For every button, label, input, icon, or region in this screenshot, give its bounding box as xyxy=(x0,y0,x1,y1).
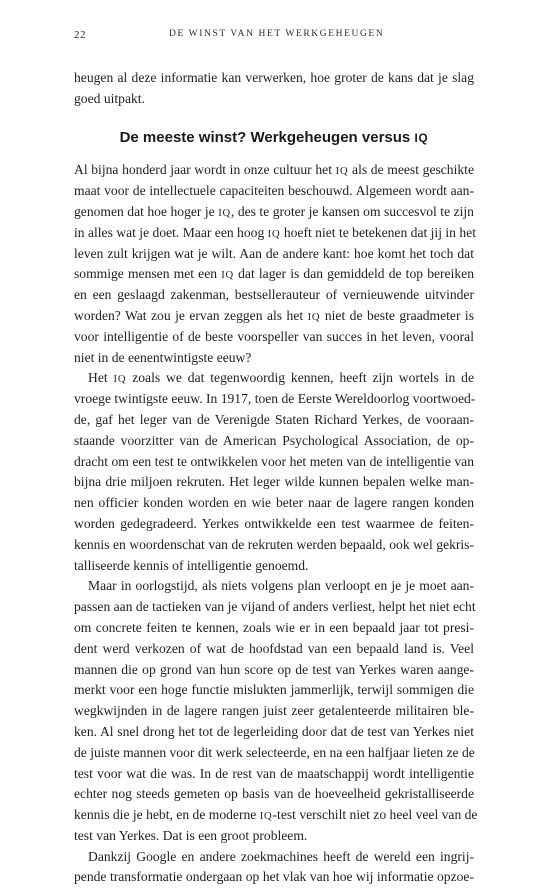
text-line: voor intelligentie of de beste voorspeller van succes in het leven, vooral xyxy=(74,328,474,344)
text-line: passen aan de tactieken van je vijand of anders verliest, helpt het niet echt xyxy=(74,599,476,615)
text-line: dracht om een test te ontwikkelen voor het meten van de intelligentie van xyxy=(74,453,474,469)
text-line: test voor wat die was. In de rest van de maatschappij wordt intelligentie xyxy=(74,765,474,781)
paragraph xyxy=(74,576,478,846)
paragraphs xyxy=(74,160,478,888)
text-line: de juiste mannen voor dit werk selecteerde, en na een halfjaar lieten ze de xyxy=(74,744,475,760)
text-line: maat voor de intellectuele capaciteiten beschouwd. Algemeen wordt aan- xyxy=(74,183,474,199)
body-text xyxy=(74,68,478,888)
text-line: heugen al deze informatie kan verwerken, hoe groter de kans dat je slag xyxy=(74,70,474,85)
text-line: Maar in oorlogstijd, als niets volgens plan verloopt en je je moet aan- xyxy=(88,578,474,594)
text-line: genomen dat hoe hoger je IQ, des te groter je kansen om succesvol te zijn xyxy=(74,203,474,219)
text-line: vroege twintigste eeuw. In 1917, toen de Eerste Wereldoorlog voortwoed- xyxy=(74,391,476,407)
text-line: mannen die op grond van hun score op de test van Yerkes waren aange- xyxy=(74,661,474,677)
text-line: ken. Al snel drong het tot de legerleiding door dat de test van Yerkes niet xyxy=(74,723,474,739)
text-line: merkt voor een hoge functie mislukten jammerlijk, terwijl sommigen die xyxy=(74,682,474,698)
page-number: 22 xyxy=(74,29,86,41)
paragraph xyxy=(74,160,474,368)
text-line: wegkwijnden in de lagere rangen juist zeer getalenteerde militairen ble- xyxy=(74,703,474,719)
text-line: Al bijna honderd jaar wordt in onze cultuur het IQ als de meest geschikte xyxy=(74,162,474,178)
text-line: goed uitpakt. xyxy=(74,90,145,106)
intro-paragraph xyxy=(74,68,474,110)
text-line: in alles wat je doet. Maar een hoog IQ hoeft niet te betekenen dat jij in het xyxy=(74,224,476,240)
text-line: worden gedegradeerd. Yerkes ontwikkelde een test waarmee de feiten- xyxy=(74,515,474,531)
text-line: talliseerde kennis of intelligentie genoemd. xyxy=(74,557,309,573)
text-line: echter nog steeds gemeten op basis van de hoeveelheid gekristalliseerde xyxy=(74,786,474,802)
running-header xyxy=(74,29,474,45)
text-line: Dankzij Google en andere zoekmachines heeft de wereld een ingrij- xyxy=(88,848,474,864)
paragraph xyxy=(74,847,474,888)
text-line: bijna drie miljoen rekruten. Het leger wilde kunnen bepalen welke man- xyxy=(74,474,474,490)
text-line: en een geslaagd zakenman, bestsellerauteur of vernieuwende uitvinder xyxy=(74,287,474,303)
text-line: leven zult krijgen wat je wilt. Aan de andere kant: hoe komt het toch dat xyxy=(74,245,474,261)
text-line: pende transformatie ondergaan op het vlak van hoe wij informatie opzoe- xyxy=(74,869,474,885)
text-line: niet in de eenentwintigste eeuw? xyxy=(74,349,252,365)
text-line: om concrete feiten te kennen, zoals wie er in een bepaald jaar tot presi- xyxy=(74,619,474,635)
text-line: worden? Wat zou je ervan zeggen als het IQ niet de beste graadmeter is xyxy=(74,307,475,323)
text-line: test van Yerkes. Dat is een groot probleem. xyxy=(74,827,308,843)
text-line: de, gaf het leger van de Verenigde Staten Richard Yerkes, de vooraan- xyxy=(74,411,474,427)
paragraph xyxy=(74,368,474,576)
text-line: staande voorzitter van de American Psychological Association, de op- xyxy=(74,432,474,448)
section-heading: De meeste winst? Werkgeheugen versus IQ xyxy=(119,128,429,146)
text-line: kennis en woordenschat van de rekruten werden bepaald, ook wel gekris- xyxy=(74,536,474,552)
text-line: Het IQ zoals we dat tegenwoordig kennen, heeft zijn wortels in de xyxy=(88,370,475,386)
running-head: DE WINST VAN HET WERKGEHEUGEN xyxy=(169,29,385,39)
text-line: dent werd verkozen of wat de hoofdstad van een bepaald land is. Veel xyxy=(74,640,474,656)
text-line: kennis die je hebt, en de moderne IQ-test verschilt niet zo heel veel van de xyxy=(74,807,478,823)
text-line: sommige mensen met een IQ dat lager is dan gemiddeld de top bereiken xyxy=(74,266,474,282)
text-line: nen officier konden worden en wie beter naar de lagere rangen konden xyxy=(74,495,474,511)
